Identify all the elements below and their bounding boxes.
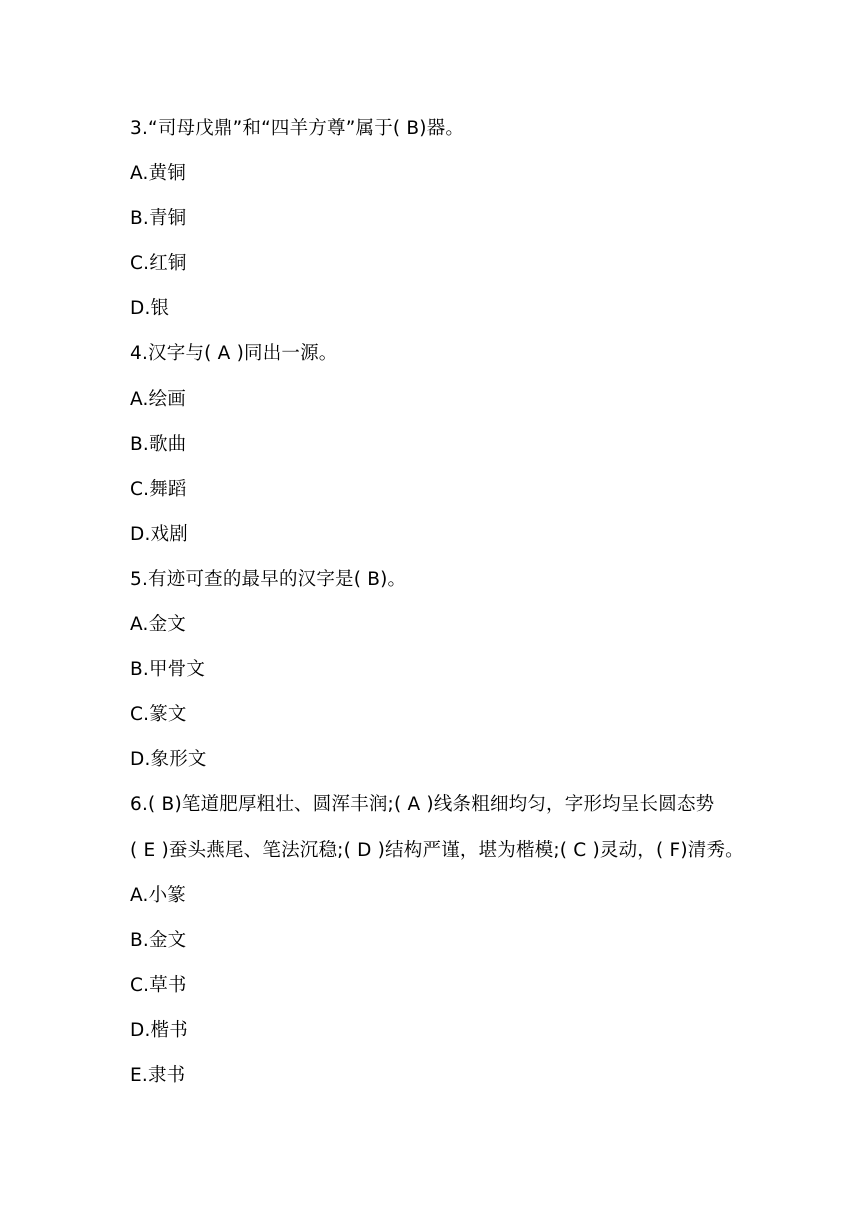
question-5-option-b: B.甲骨文 xyxy=(130,659,206,681)
question-5-option-a: A.金文 xyxy=(130,614,187,636)
question-3-option-d: D.银 xyxy=(130,298,170,320)
question-4-option-a: A.绘画 xyxy=(130,388,187,410)
question-5-stem: 5.有迹可查的最早的汉字是( B)。 xyxy=(130,568,407,590)
question-4-stem: 4.汉字与( A )同出一源。 xyxy=(130,343,338,365)
question-6-option-a: A.小篆 xyxy=(130,884,187,906)
question-3-option-a: A.黄铜 xyxy=(130,163,187,185)
question-3-stem: 3.“司母戊鼎”和“四羊方尊”属于( B)器。 xyxy=(130,118,465,139)
question-5-option-d: D.象形文 xyxy=(130,749,207,771)
question-6-stem-line-2: ( E )蚕头燕尾、笔法沉稳;( D )结构严谨，堪为楷模;( C )灵动，( F)清秀。 xyxy=(130,839,744,861)
question-4-option-b: B.歌曲 xyxy=(130,433,187,455)
question-6-option-c: C.草书 xyxy=(130,974,187,996)
question-5-option-c: C.篆文 xyxy=(130,704,187,726)
question-6-option-b: B.金文 xyxy=(130,929,187,951)
question-4-option-d: D.戏剧 xyxy=(130,523,188,545)
question-6-option-d: D.楷书 xyxy=(130,1019,188,1041)
question-6-option-e: E.隶书 xyxy=(130,1064,186,1086)
question-3-option-b: B.青铜 xyxy=(130,208,187,230)
question-4-option-c: C.舞蹈 xyxy=(130,478,187,500)
question-6-stem-line-1: 6.( B)笔道肥厚粗壮、圆浑丰润;( A )线条粗细均匀，字形均呈长圆态势 xyxy=(130,794,715,816)
question-3-option-c: C.红铜 xyxy=(130,253,187,275)
question-list xyxy=(130,114,745,1106)
